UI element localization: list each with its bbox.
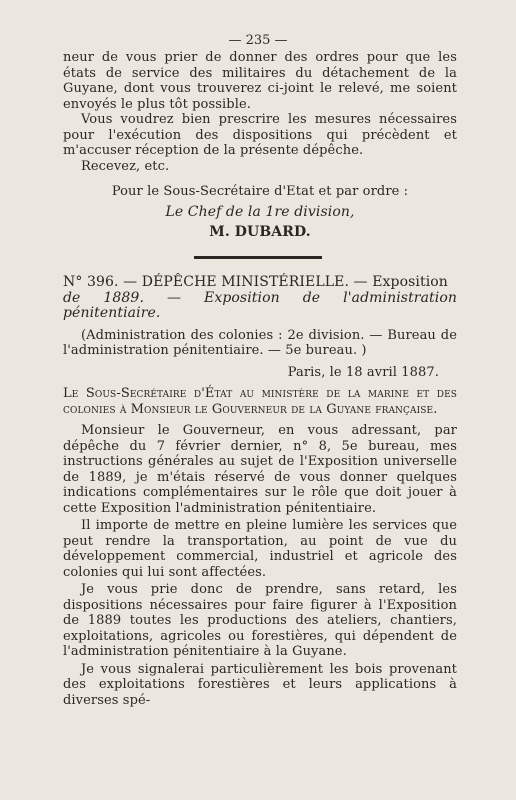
- paragraph: neur de vous prier de donner des ordres pour que les états de service des militaires du détachement de la Guyane, dont vous trouverez ci-joint le relevé, me soient envoyés le plus tôt possible.: [63, 50, 457, 112]
- signature-title: Le Chef de la 1re division,: [165, 203, 355, 220]
- letter-ending: [63, 50, 457, 241]
- dispatch-heading: N° 396. — DÉPÊCHE MINISTÉRIELLE. — Exposition: [63, 274, 448, 290]
- paragraph: Vous voudrez bien prescrire les mesures nécessaires pour l'exécution des dispositions qui précèdent et m'accuser réception de la présente dépêche.: [63, 112, 457, 158]
- paragraph: Je vous prie donc de prendre, sans retard, les dispositions nécessaires pour faire figurer à l'Exposition de 1889 toutes les productions des ateliers, chantiers, exploitations, agricoles ou forestières, qui dépendent de l'administration pénitentiaire à la Guyane.: [63, 582, 457, 659]
- page-number: — 235 —: [228, 33, 288, 48]
- dispatch-date: Paris, le 18 avril 1887.: [287, 364, 439, 380]
- paragraph: Il importe de mettre en pleine lumière les services que peut rendre la transportation, au point de vue du développement commercial, industriel et agricole des colonies qui lui sont affectées.: [63, 518, 457, 580]
- section-divider: [194, 256, 322, 259]
- dispatch-396: [63, 275, 457, 708]
- signature-name: M. DUBARD.: [209, 224, 311, 240]
- paragraph: Je vous signalerai particulièrement les bois provenant des exploitations forestières et leurs applications à diverses spé-: [63, 661, 457, 708]
- dispatch-heading-cont: de 1889. — Exposition de l'administration pénitentiaire.: [63, 289, 457, 321]
- signature-line: Pour le Sous-Secrétaire d'Etat et par ordre :: [111, 184, 409, 199]
- dispatch-addressee: Le Sous-Secrétaire d'État au ministère de la marine et des colonies à Monsieur le Gouverneur de la Guyane française.: [63, 386, 457, 417]
- dispatch-subheading: (Administration des colonies : 2e division. — Bureau de l'administration pénitentiaire. — 5e bureau. ): [63, 327, 457, 358]
- paragraph: Monsieur le Gouverneur, en vous adressant, par dépêche du 7 février dernier, n° 8, 5e bureau, mes instructions générales au sujet de l'Exposition universelle de 1889, je m'étais réservé de vous donner quelques indications complémentaires sur le rôle que doit jouer à cette Exposition l'administration pénitentiaire.: [63, 423, 457, 516]
- closing-formula: Recevez, etc.: [81, 158, 170, 174]
